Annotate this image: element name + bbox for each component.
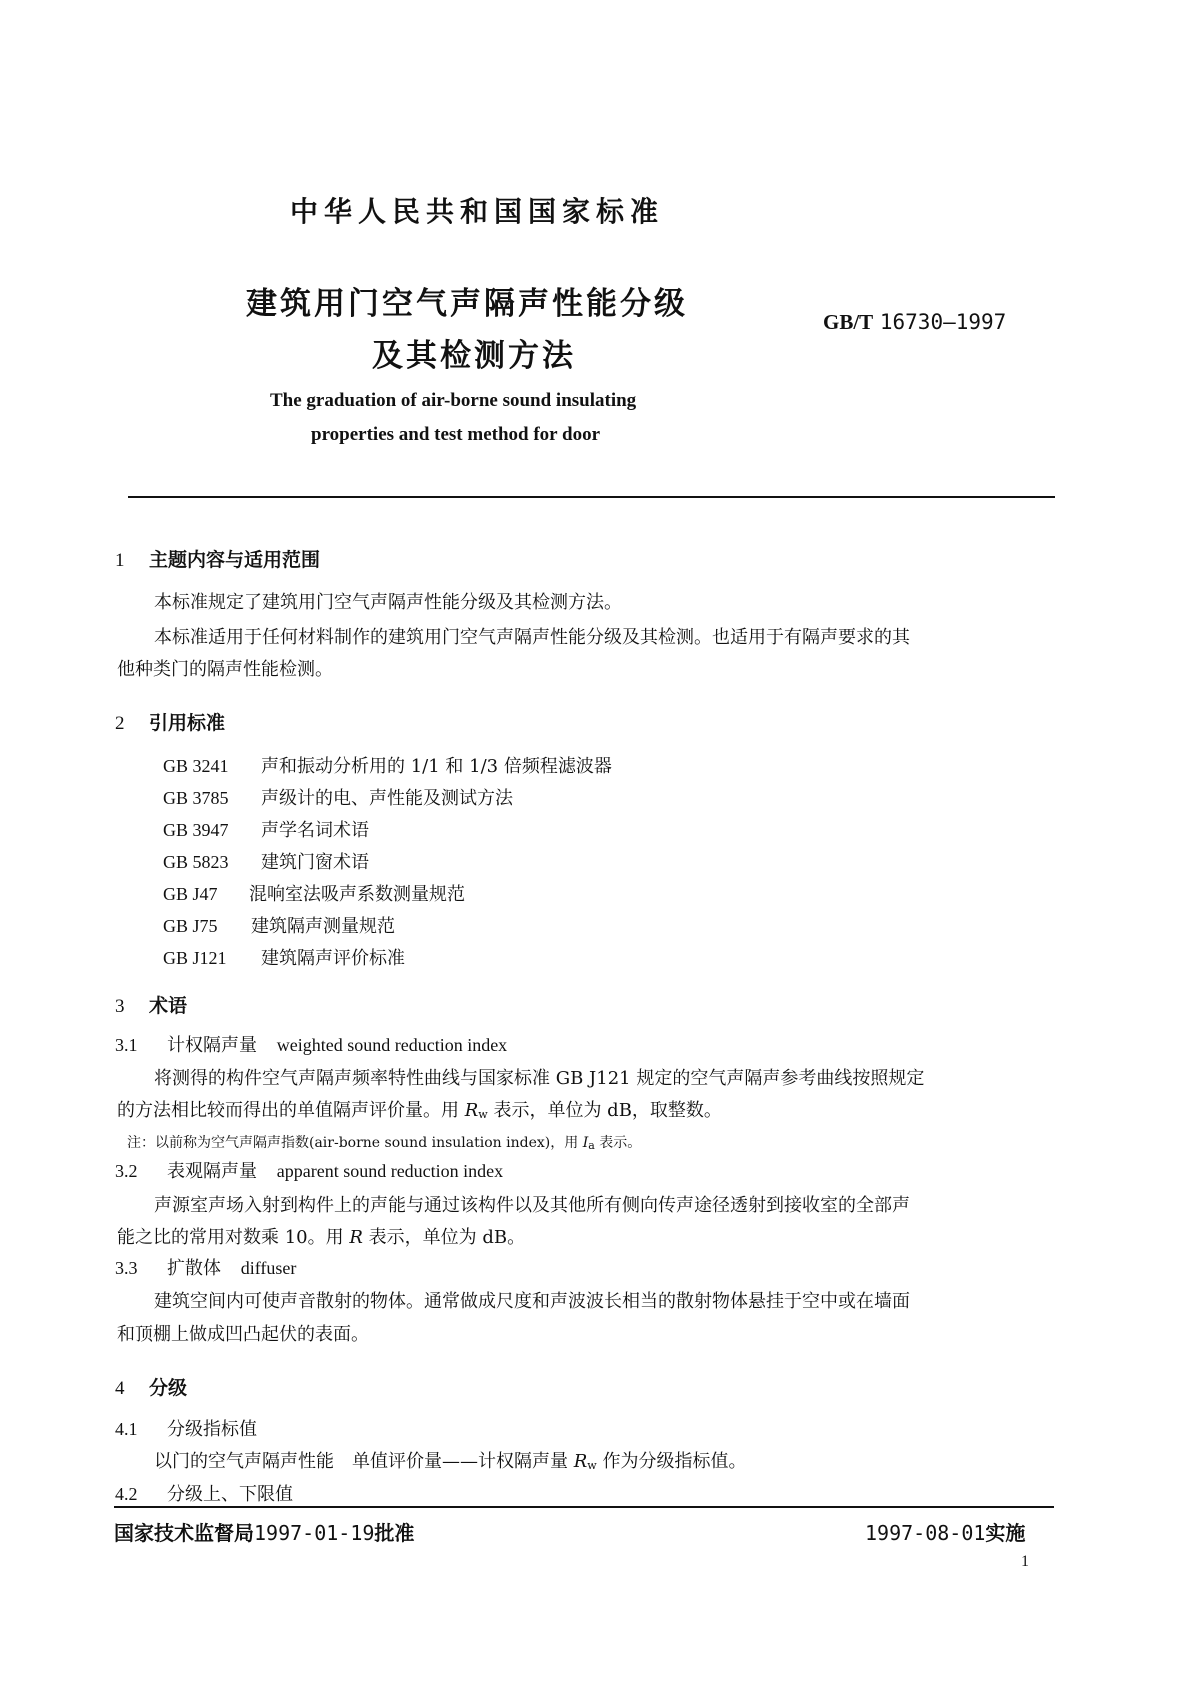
reference-title: 建筑隔声测量规范: [251, 916, 395, 937]
paragraph: 声源室声场入射到构件上的声能与通过该构件以及其他所有侧向传声途径透射到接收室的全部声: [154, 1195, 910, 1216]
subsection-number: 4.2: [115, 1484, 138, 1504]
paragraph: [154, 1453, 746, 1475]
reference-title: 建筑门窗术语: [261, 852, 369, 873]
issuer: 国家技术监督局: [114, 1521, 254, 1545]
subsection-number: 4.1: [115, 1419, 138, 1439]
paragraph: 和顶棚上做成凹凸起伏的表面。: [117, 1324, 369, 1345]
reference-code: GB 5823: [163, 852, 229, 872]
text-run: 表示，单位为 dB，取整数。: [493, 1100, 722, 1121]
reference-item: [163, 848, 369, 874]
approval-line: [114, 1517, 414, 1546]
term-english: weighted sound reduction index: [276, 1035, 508, 1055]
text-run: 表示。: [599, 1135, 642, 1151]
term-3-3: [115, 1259, 296, 1278]
subsection-4-1: [115, 1420, 257, 1439]
paragraph: 将测得的构件空气声隔声频率特性曲线与国家标准 GB J121 规定的空气声隔声参考曲线按照规定: [154, 1068, 925, 1089]
note: [127, 1132, 641, 1152]
section-number: 2: [115, 713, 125, 734]
term-number: 3.3: [115, 1258, 138, 1278]
text-run: 以门的空气声隔声性能 单值评价量——计权隔声量: [154, 1451, 568, 1472]
standard-number: [823, 310, 1006, 335]
reference-title: 声级计的电、声性能及测试方法: [261, 788, 513, 809]
section-title: 引用标准: [149, 712, 226, 734]
english-title-line2: properties and test method for door: [311, 424, 601, 445]
term-english: apparent sound reduction index: [276, 1161, 504, 1181]
standard-prefix: GB/T: [823, 310, 874, 334]
symbol: I: [582, 1135, 589, 1151]
reference-code: GB 3785: [163, 788, 229, 808]
symbol: R: [573, 1451, 588, 1472]
text-run: 注：以前称为空气声隔声指数(air-borne sound insulation index)，用: [127, 1135, 579, 1151]
symbol-subscript: a: [588, 1139, 595, 1152]
country-standard-heading: 中华人民共和国国家标准: [290, 195, 665, 228]
document-title-line1: 建筑用门空气声隔声性能分级: [246, 286, 688, 322]
paragraph: [117, 1102, 722, 1124]
symbol: R: [464, 1100, 479, 1121]
document-title-line2: 及其检测方法: [372, 338, 576, 374]
reference-item: [163, 816, 369, 842]
section-1-heading: [115, 545, 320, 572]
term-chinese: 表观隔声量: [167, 1161, 257, 1182]
section-title: 术语: [149, 995, 188, 1017]
approval-date: 1997-01-19: [254, 1521, 375, 1545]
reference-code: GB J47: [163, 884, 218, 904]
subsection-title: 分级上、下限值: [167, 1484, 293, 1505]
reference-code: GB 3241: [163, 756, 229, 776]
approval-label: 批准: [374, 1521, 415, 1545]
paragraph: [117, 1229, 525, 1247]
term-english: diffuser: [240, 1258, 297, 1278]
english-title-line1: The graduation of air-borne sound insulating: [270, 390, 637, 411]
section-number: 4: [115, 1378, 125, 1399]
reference-item: [163, 784, 513, 810]
section-title: 分级: [149, 1377, 188, 1399]
reference-title: 声和振动分析用的 1/1 和 1/3 倍频程滤波器: [261, 756, 612, 777]
reference-code: GB J121: [163, 948, 227, 968]
section-number: 1: [115, 550, 125, 571]
text-run: 能之比的常用对数乘 10。用: [117, 1227, 344, 1248]
paragraph: 本标准规定了建筑用门空气声隔声性能分级及其检测方法。: [154, 592, 622, 613]
term-3-2: [115, 1162, 503, 1181]
text-run: 的方法相比较而得出的单值隔声评价量。用: [117, 1100, 459, 1121]
reference-code: GB J75: [163, 916, 218, 936]
section-number: 3: [115, 996, 125, 1017]
implementation-line: [865, 1517, 1025, 1546]
paragraph: 建筑空间内可使声音散射的物体。通常做成尺度和声波波长相当的散射物体悬挂于空中或在墙面: [154, 1291, 910, 1312]
reference-item: [163, 752, 612, 778]
section-4-heading: [115, 1373, 187, 1400]
section-3-heading: [115, 991, 187, 1018]
term-number: 3.2: [115, 1161, 138, 1181]
symbol-subscript: w: [587, 1459, 597, 1472]
standard-code: 16730—1997: [879, 310, 1007, 334]
header-divider: [128, 496, 1055, 498]
page-number: 1: [1021, 1553, 1029, 1570]
footer-divider: [114, 1506, 1054, 1508]
term-number: 3.1: [115, 1035, 138, 1055]
reference-title: 混响室法吸声系数测量规范: [249, 884, 465, 905]
section-2-heading: [115, 708, 225, 735]
reference-item: [163, 912, 395, 938]
paragraph: 他种类门的隔声性能检测。: [117, 659, 333, 680]
term-3-1: [115, 1036, 507, 1055]
paragraph: 本标准适用于任何材料制作的建筑用门空气声隔声性能分级及其检测。也适用于有隔声要求的其: [154, 627, 910, 648]
reference-title: 建筑隔声评价标准: [261, 948, 405, 969]
reference-item: [163, 944, 405, 970]
reference-title: 声学名词术语: [261, 820, 369, 841]
section-title: 主题内容与适用范围: [149, 549, 321, 571]
implementation-label: 实施: [985, 1521, 1026, 1545]
subsection-4-2: [115, 1485, 293, 1504]
term-chinese: 扩散体: [167, 1258, 221, 1279]
symbol: R: [349, 1227, 363, 1248]
term-chinese: 计权隔声量: [167, 1035, 257, 1056]
implementation-date: 1997-08-01: [865, 1521, 986, 1545]
text-run: 表示，单位为 dB。: [368, 1227, 526, 1248]
reference-item: [163, 880, 465, 906]
reference-code: GB 3947: [163, 820, 229, 840]
subsection-title: 分级指标值: [167, 1419, 257, 1440]
text-run: 作为分级指标值。: [602, 1451, 747, 1472]
symbol-subscript: w: [478, 1108, 488, 1121]
